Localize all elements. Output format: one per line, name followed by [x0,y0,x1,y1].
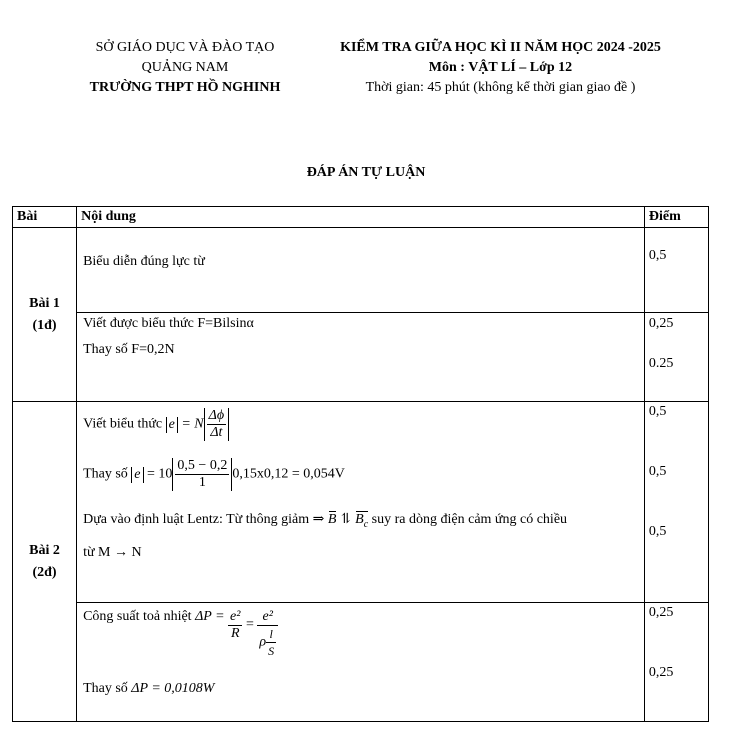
bai1-score-1 [644,228,708,313]
exam-info-block [298,38,703,98]
bai2-label-cell [13,402,77,722]
bai1-content-1 [77,228,645,313]
bai2-l3-score: 0,5 [648,524,667,539]
exam-time: Thời gian: 45 phút (không kể thời gian giao đề ) [365,80,636,95]
bai1-r2-text2: Thay số F=0,2N [83,342,175,357]
bai2-l1-den: Δt [210,425,223,440]
bai2-r2-den1: R [230,626,240,641]
table-row [13,313,709,402]
bai2-l3-text-a: Dựa vào định luật Lentz: Từ thông giảm ⇒ [83,512,325,527]
exam-subject: Môn : VẬT LÍ – Lớp 12 [428,60,573,75]
bai2-r2-den2 [257,626,278,659]
bai2-l3-text-b: suy ra dòng điện cảm ứng có chiều [371,512,568,527]
section-title: ĐÁP ÁN TỰ LUẬN [306,165,426,180]
bai2-r2-frac1 [228,609,242,642]
bai2-line1 [83,408,644,444]
bai2-line2 [83,458,644,494]
bai2-l2-eq: = 10 [147,466,173,482]
bai2-l2-frac [175,458,229,491]
bai1-points: (1đ) [32,317,57,333]
bai2-r2-score2: 0,25 [648,665,674,680]
bai2-score-1 [644,402,708,603]
bai2-l2-num: 0,5 − 0,2 [177,458,228,473]
exam-title: KIỂM TRA GIỮA HỌC KÌ II NĂM HỌC 2024 -2025 [340,40,661,55]
bai2-l2-score: 0,5 [648,464,667,479]
bai2-r2-num2: e² [257,609,278,626]
header-noi-dung: Nội dung [77,207,645,228]
bai2-r2-eq: = [245,617,254,632]
bai2-l1-num: Δϕ [208,408,225,423]
bai2-r2-line1 [83,609,644,661]
school-name: TRƯỜNG THPT HỒ NGHINH [89,80,281,95]
bai2-l3-text-c: từ M → N [83,544,142,560]
bai2-l1-frac [207,408,226,441]
bai2-r2-dp: ΔP = [195,609,225,624]
bai2-l2-prefix: Thay số [83,466,128,482]
bai2-r2-rho: ρ [259,634,267,650]
table-row [13,402,709,603]
bai1-label: Bài 1 [29,295,60,311]
bai2-line3 [83,510,644,535]
bai1-r2-text1: Viết được biểu thức F=Bilsinα [83,316,254,331]
bai2-r2-inner-den: S [268,644,275,658]
bai2-l2-den: 1 [198,475,206,490]
bai2-l2-abs [172,458,232,491]
bai2-r2-line2-val: ΔP = 0,0108W [131,681,215,696]
bai2-l2-e: e [131,467,143,483]
table-row [13,603,709,722]
table-row [13,228,709,313]
header-bai: Bài [13,207,77,228]
bai1-r2-score1: 0,25 [648,316,674,331]
table-header-row [13,207,709,228]
bai2-l2-rest: 0,15x0,12 = 0,054V [232,466,345,482]
bai2-l1-prefix: Viết biểu thức [83,416,163,432]
bai2-l1-e: e [166,417,178,433]
bai2-l3-b: B [328,510,337,530]
bai2-points: (2đ) [32,564,57,580]
bai1-r1-text: Biểu diễn đúng lực từ [83,254,205,269]
department-line2: QUẢNG NAM [141,60,229,75]
bai2-r2-num1: e² [230,609,241,624]
bai2-l1-eq: = N [181,416,204,432]
bai2-l1-abs [204,408,229,441]
bai1-r1-score: 0,5 [648,248,667,263]
bai2-l3-bc-letter: B [355,512,364,527]
bai2-r2-score1: 0,25 [648,605,674,620]
header-diem: Điểm [644,207,708,228]
bai2-r2-prefix: Công suất toả nhiệt [83,609,192,624]
bai2-l3-arrows: ⥮ [339,512,352,527]
bai2-l3-bc [355,510,368,535]
bai2-label: Bài 2 [29,542,60,558]
bai1-content-2 [77,313,645,402]
bai1-score-2 [644,313,708,402]
bai2-r2-frac2 [257,609,278,659]
bai2-score-2 [644,603,708,722]
department-block [60,38,310,98]
bai2-content-2 [77,603,645,722]
bai2-r2-line2-prefix: Thay số [83,681,128,696]
bai1-label-cell [13,228,77,402]
bai2-r2-line2 [83,679,644,699]
bai2-r2-inner-num: l [266,626,276,643]
bai1-r2-score2: 0.25 [648,356,674,371]
bai2-content-1 [77,402,645,603]
bai2-r2-inner-frac [266,626,276,659]
answer-table [12,206,709,722]
bai2-l3-bc-sub: c [363,518,369,530]
bai2-l1-score: 0,5 [648,404,667,419]
department-line1: SỞ GIÁO DỤC VÀ ĐÀO TẠO [95,40,275,55]
